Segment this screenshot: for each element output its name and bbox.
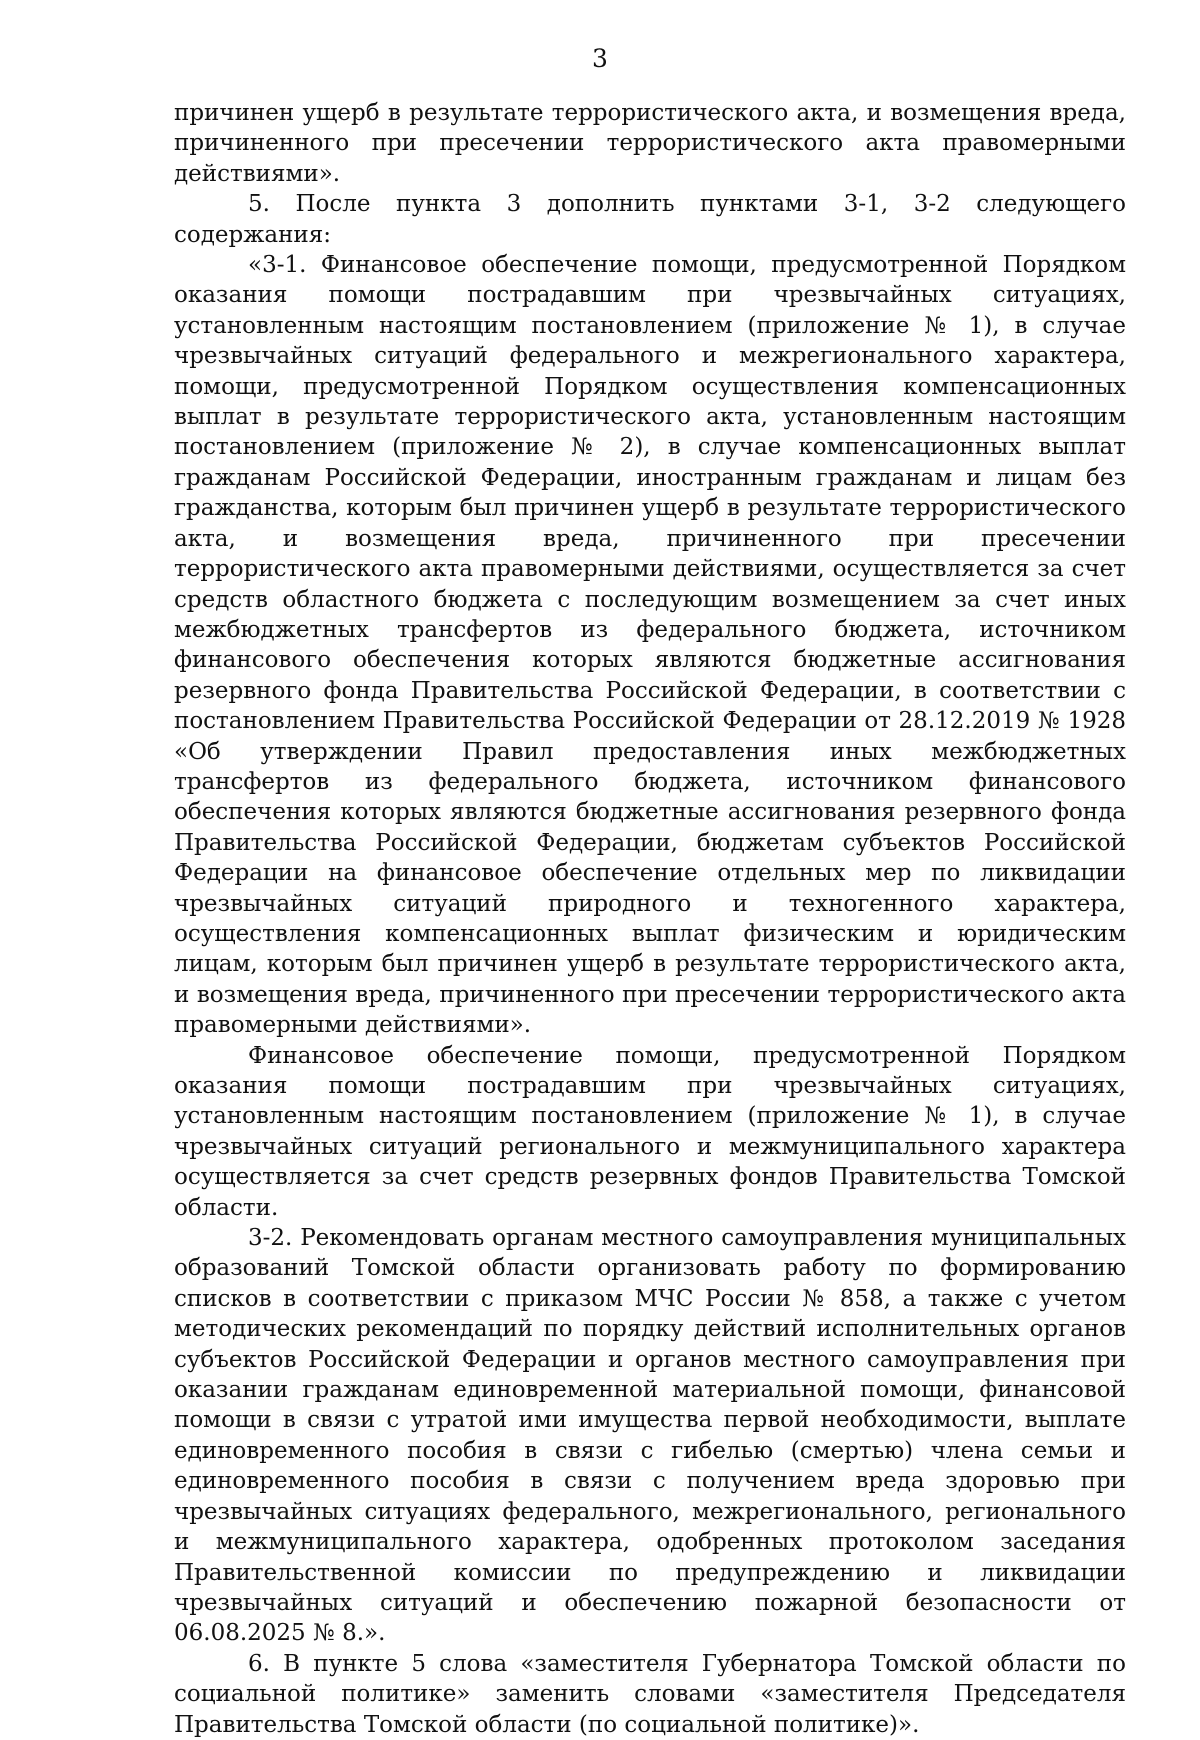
- document-body: [174, 98, 1126, 1740]
- paragraph-item-6: 6. В пункте 5 слова «заместителя Губернатора Томской области по социальной политике» заменить словами «заместителя Председателя Правительства Томской области (по социальной политике)».: [174, 1650, 1126, 1738]
- paragraph-item-3-2: 3-2. Рекомендовать органам местного самоуправления муниципальных образований Томской области организовать работу по формированию списков в соответствии с приказом МЧС России № 858, а также с учетом методических рекомендаций по порядку действий исполнительных органов субъектов Российской Федерации и органов местного самоуправления при оказании гражданам единовременной материальной помощи, финансовой помощи в связи с утратой ими имущества первой необходимости, выплате единовременного пособия в связи с гибелью (смертью) члена семьи и единовременного пособия в связи с получением вреда здоровью при чрезвычайных ситуациях федерального, межрегионального, регионального и межмуниципального характера, одобренных протоколом заседания Правительственной комиссии по предупреждению и ликвидации чрезвычайных ситуаций и обеспечению пожарной безопасности от 06.08.2025 № 8.».: [174, 1225, 1126, 1647]
- paragraph-continuation: причинен ущерб в результате террористического акта, и возмещения вреда, причиненного при пресечении террористического акта правомерными действиями».: [174, 100, 1126, 187]
- paragraph-financing-regional: Финансовое обеспечение помощи, предусмотренной Порядком оказания помощи пострадавшим при чрезвычайных ситуациях, установленным настоящим постановлением (приложение № 1), в случае чрезвычайных ситуаций регионального и межмуниципального характера осуществляется за счет средств резервных фондов Правительства Томской области.: [174, 1042, 1126, 1221]
- page-number: 3: [592, 44, 608, 73]
- paragraph-item-3-1: «3-1. Финансовое обеспечение помощи, предусмотренной Порядком оказания помощи пострадавшим при чрезвычайных ситуациях, установленным настоящим постановлением (приложение № 1), в случае чрезвычайных ситуаций федерального и межрегионального характера, помощи, предусмотренной Порядком осуществления компенсационных выплат в результате террористического акта, установленным настоящим постановлением (приложение № 2), в случае компенсационных выплат гражданам Российской Федерации, иностранным гражданам и лицам без гражданства, которым был причинен ущерб в результате террористического акта, и возмещения вреда, причиненного при пресечении террористического акта правомерными действиями, осуществляется за счет средств областного бюджета с последующим возмещением за счет иных межбюджетных трансфертов из федерального бюджета, источником финансового обеспечения которых являются бюджетные ассигнования резервного фонда Правительства Российской Федерации, в соответствии с постановлением Правительства Российской Федерации от 28.12.2019 № 1928 «Об утверждении Правил предоставления иных межбюджетных трансфертов из федерального бюджета, источником финансового обеспечения которых являются бюджетные ассигнования резервного фонда Правительства Российской Федерации, бюджетам субъектов Российской Федерации на финансовое обеспечение отдельных мер по ликвидации чрезвычайных ситуаций природного и техногенного характера, осуществления компенсационных выплат физическим и юридическим лицам, которым был причинен ущерб в результате террористического акта, и возмещения вреда, причиненного при пресечении террористического акта правомерными действиями».: [174, 252, 1126, 1039]
- paragraph-item-5: 5. После пункта 3 дополнить пунктами 3-1, 3-2 следующего содержания:: [174, 191, 1126, 248]
